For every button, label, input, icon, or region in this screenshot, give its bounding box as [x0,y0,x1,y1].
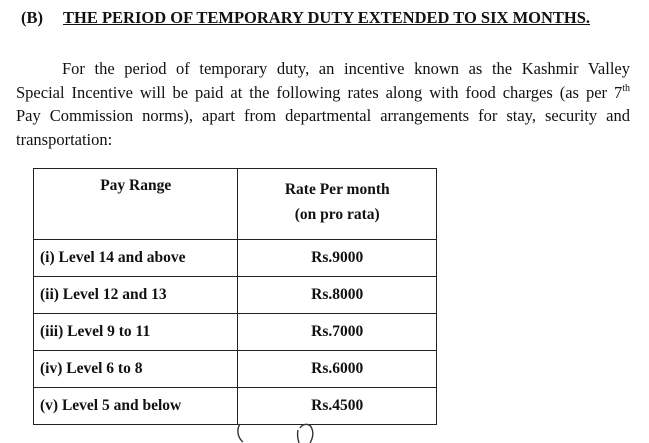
paragraph-line-2: Special Incentive will be paid at the following rates along with food charges (as per 7th [16,82,630,102]
header-pay-range: Pay Range [34,169,238,240]
header-rate-per-month: Rate Per month (on pro rata) [238,169,437,240]
section-title: THE PERIOD OF TEMPORARY DUTY EXTENDED TO SIX MONTHS. [63,8,591,27]
rate-cell: Rs.9000 [238,240,437,277]
table-row [34,351,437,388]
table-row [34,314,437,351]
body-paragraph [16,57,630,151]
handwritten-scribble [232,420,332,443]
pay-range-cell: (ii) Level 12 and 13 [34,277,238,314]
rate-cell: Rs.4500 [238,388,437,425]
pay-range-cell: (iii) Level 9 to 11 [34,314,238,351]
pay-range-cell: (iv) Level 6 to 8 [34,351,238,388]
pay-range-cell: (v) Level 5 and below [34,388,238,425]
table-row [34,240,437,277]
paragraph-line-3: Pay Commission norms), apart from departmental arrangements for stay, security and [16,106,630,125]
table-row [34,277,437,314]
rate-cell: Rs.6000 [238,351,437,388]
paragraph-line-1: For the period of temporary duty, an incentive known as the Kashmir Valley [62,59,630,78]
section-number: (B) [21,8,43,27]
superscript-th: th [622,82,630,94]
pay-range-cell: (i) Level 14 and above [34,240,238,277]
section-heading [21,8,641,28]
rate-cell: Rs.8000 [238,277,437,314]
paragraph-line-4: transportation: [16,129,113,149]
rate-cell: Rs.7000 [238,314,437,351]
table-row [34,388,437,425]
table-header-row [34,169,437,240]
incentive-rates-table [33,168,437,425]
